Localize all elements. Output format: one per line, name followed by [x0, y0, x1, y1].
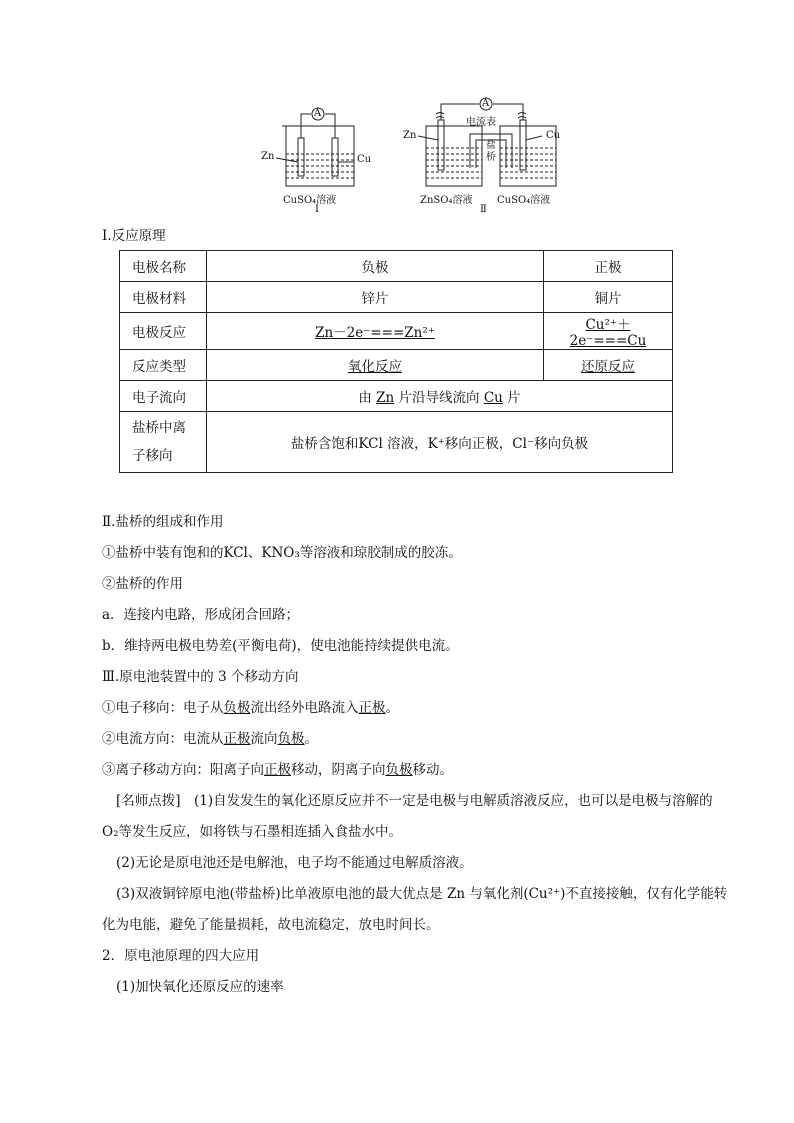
underlined-term: 负极 — [277, 731, 305, 747]
cell-1-beaker — [286, 126, 354, 186]
cell-2-meter-label: 电流表 — [466, 117, 496, 128]
section-4-title: 2．原电池原理的四大应用 — [102, 948, 260, 964]
row-key: 电极名称 — [120, 251, 207, 282]
cell-2-zn-electrode — [438, 120, 444, 170]
cell-1-zn-label: Zn — [261, 151, 275, 162]
text-fragment: 流向 — [250, 731, 278, 747]
positive-cell: 铜片 — [544, 282, 673, 313]
cell-2-ammeter-letter: A — [482, 98, 490, 109]
positive-cell — [544, 313, 673, 350]
cell-1-solution-label: CuSO₄溶液 — [283, 195, 337, 206]
tip-line-1: [名师点拨] (1)自发发生的氧化还原反应并不一定是电极与电解质溶液反应，也可以是电极与溶解的 — [116, 793, 713, 809]
current-direction-line — [102, 729, 318, 749]
tip-line-3: (2)无论是原电池还是电解池，电子均不能通过电解质溶液。 — [116, 855, 473, 871]
positive-cell: 正极 — [544, 251, 673, 282]
table-row — [120, 350, 673, 381]
text-fragment: 。 — [304, 731, 318, 747]
cell-2-cu-electrode — [520, 120, 526, 170]
reduction-label: 还原反应 — [581, 359, 635, 375]
negative-cell: 锌片 — [207, 282, 544, 313]
table-row — [120, 251, 673, 282]
electron-flow-cell — [207, 381, 673, 412]
cell-2-cu-label: Cu — [546, 130, 561, 141]
underlined-term: 负极 — [385, 762, 413, 778]
section-4-subtitle: (1)加快氧化还原反应的速率 — [116, 979, 284, 995]
tip-line-4: (3)双液铜锌原电池(带盐桥)比单液原电池的最大优点是 Zn 与氧化剂(Cu²⁺)不直接接触，仅有化学能转 — [116, 886, 728, 902]
text-fragment: ②电流方向：电流从 — [102, 731, 224, 747]
section-2-title: Ⅱ.盐桥的组成和作用 — [102, 514, 224, 530]
underlined-term: 正极 — [264, 762, 291, 778]
salt-bridge-line-1: ①盐桥中装有饱和的KCl、KNO₃等溶液和琼胶制成的胶冻。 — [102, 545, 462, 561]
row-key: 电极材料 — [120, 282, 207, 313]
electron-direction-line — [102, 698, 399, 718]
cell-2-left-beaker — [426, 126, 482, 186]
text-fragment: 片沿导线流向 — [394, 390, 484, 406]
underlined-term: 正极 — [223, 731, 251, 747]
row-key-line-1: 盐桥中离 — [132, 420, 186, 436]
negative-cell: 负极 — [207, 251, 544, 282]
cell-2-zn-label: Zn — [403, 130, 417, 141]
tip-line-2: O₂等发生反应，如将铁与石墨相连插入食盐水中。 — [102, 824, 402, 840]
electrochemical-cell-figures — [250, 96, 570, 220]
row-key — [120, 412, 207, 473]
text-fragment: 流出经外电路流入 — [250, 700, 359, 716]
text-fragment: ①电子移向：电子从 — [102, 700, 224, 716]
cell-2-numeral: Ⅱ — [480, 204, 487, 215]
section-3-title: Ⅲ.原电池装置中的 3 个移动方向 — [102, 669, 299, 685]
negative-cell — [207, 313, 544, 350]
reaction-principle-table — [119, 250, 673, 473]
underlined-term: 负极 — [223, 700, 251, 716]
text-fragment: 片 — [502, 390, 521, 406]
cathode-equation: Cu²⁺＋2e⁻===Cu — [569, 317, 647, 349]
tip-line-5: 化为电能，避免了能量损耗，故电流稳定，放电时间长。 — [102, 917, 440, 933]
cell-2-bridge-char-2: 桥 — [486, 152, 496, 163]
text-fragment: 移动。 — [412, 762, 453, 778]
row-key-line-2: 子移向 — [132, 448, 173, 464]
cell-1-cu-electrode — [332, 138, 338, 176]
salt-bridge-line-2: ②盐桥的作用 — [102, 576, 183, 592]
table-row — [120, 381, 673, 412]
ion-migration-cell: 盐桥含饱和KCl 溶液，K⁺移向正极，Cl⁻移向负极 — [207, 412, 673, 473]
table-row — [120, 412, 673, 473]
underlined-term: 正极 — [358, 700, 386, 716]
row-key: 电子流向 — [120, 381, 207, 412]
cell-1-ammeter-letter: A — [314, 108, 322, 119]
oxidation-label: 氧化反应 — [348, 359, 402, 375]
row-key: 反应类型 — [120, 350, 207, 381]
salt-bridge-line-3: a．连接内电路，形成闭合回路； — [102, 607, 300, 623]
cell-2-right-solution-label: CuSO₄溶液 — [497, 195, 551, 206]
cell-2-bridge-char-1: 盐 — [486, 140, 496, 151]
cell-1-drawing — [276, 108, 354, 186]
text-fragment: 。 — [385, 700, 399, 716]
table-row — [120, 313, 673, 350]
negative-cell — [207, 350, 544, 381]
zn-underlined: Zn — [376, 390, 395, 406]
text-fragment: 移动，阴离子向 — [291, 762, 386, 778]
cell-1-cu-label: Cu — [357, 154, 372, 165]
section-1-title: Ⅰ.反应原理 — [102, 228, 166, 244]
table-row — [120, 282, 673, 313]
cell-1-numeral: Ⅰ — [315, 204, 319, 215]
cell-1-zn-electrode — [298, 138, 304, 176]
anode-equation: Zn－2e⁻===Zn²⁺ — [315, 325, 435, 341]
salt-bridge-line-4: b．维持两电极电势差(平衡电荷)，使电池能持续提供电流。 — [102, 638, 459, 654]
cell-2-left-solution-label: ZnSO₄溶液 — [420, 195, 473, 206]
text-fragment: 由 — [358, 390, 377, 406]
text-fragment: ③离子移动方向：阳离子向 — [102, 762, 264, 778]
row-key: 电极反应 — [120, 313, 207, 350]
positive-cell — [544, 350, 673, 381]
cu-underlined: Cu — [483, 390, 503, 406]
ion-direction-line — [102, 760, 453, 780]
